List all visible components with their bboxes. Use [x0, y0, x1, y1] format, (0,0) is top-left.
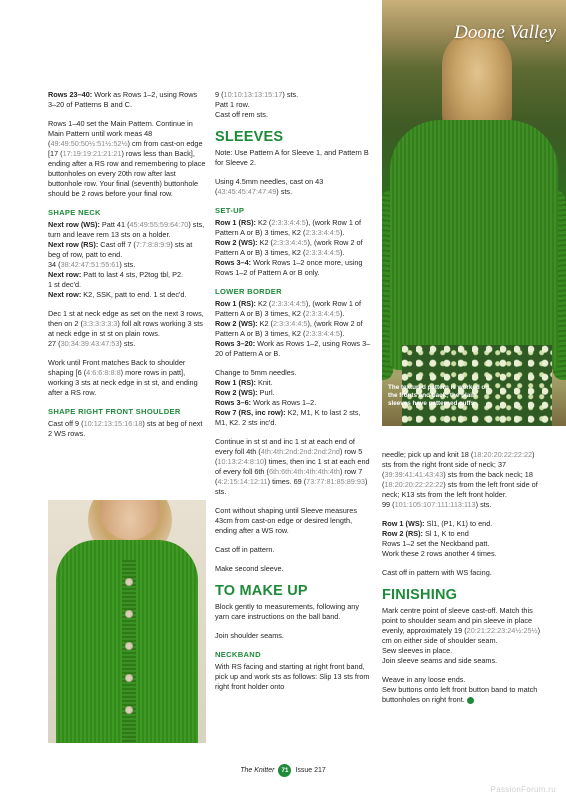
column-1: [48, 90, 206, 439]
button-icon: [125, 642, 133, 650]
paragraph-block: Block gently to measurements, following any yarn care instructions on the ball band.: [215, 602, 359, 621]
paragraph-neckband: With RS facing and starting at right front band, pick up and work sts as follows: Slip 13 sts from right front holder onto: [215, 662, 370, 691]
photo-cardigan-front: [48, 500, 206, 743]
heading-sleeves: SLEEVES: [215, 129, 284, 145]
heading-to-make-up: TO MAKE UP: [215, 583, 308, 599]
paragraph-change-needles: Change to 5mm needles. Row 1 (RS): Knit. Row 2 (WS): Purl. Rows 3–6: Work as Rows 1–2. Row 7 (RS, inc row): K2, M1, K to last 2 sts, M1, K2. 2 sts inc'd.: [215, 368, 361, 427]
paragraph-work-until: Work until Front matches Back to shoulder shaping [6 (4:6:6:8:8:8) more rows in patt], working 3 sts at neck edge in st st, and ending after a RS row.: [48, 358, 198, 397]
paragraph-cast-off: Cast off in pattern.: [215, 545, 275, 554]
heading-set-up: SET-UP: [215, 206, 245, 215]
page-footer: [0, 764, 566, 777]
column-3: [382, 450, 542, 705]
issue-number: Issue 217: [295, 767, 326, 774]
magazine-name: The Knitter: [240, 767, 275, 774]
paragraph-cont-without-shaping: Cont without shaping until Sleeve measures 43cm from cast-on edge or desired length, ending after a WS row.: [215, 506, 357, 535]
watermark: PassionForum.ru: [490, 785, 556, 794]
paragraph-join-shoulders: Join shoulder seams.: [215, 631, 284, 640]
heading-neckband: NECKBAND: [215, 650, 261, 659]
button-icon: [125, 706, 133, 714]
column-2: [215, 90, 373, 692]
paragraph-sleeves-note: Note: Use Pattern A for Sleeve 1, and Pattern B for Sleeve 2.: [215, 148, 369, 167]
green-sweater: [390, 120, 558, 370]
paragraph-neckband-rows: Row 1 (WS): Sl1, (P1, K1) to end. Row 2 (RS): Sl 1, K to end Rows 1–2 set the Neckband patt. Work these 2 rows another 4 times.: [382, 519, 497, 558]
heading-shape-right-front-shoulder: SHAPE RIGHT FRONT SHOULDER: [48, 407, 181, 416]
heading-finishing: FINISHING: [382, 587, 458, 603]
pattern-title: Doone Valley: [454, 22, 556, 43]
paragraph-lower-border: Row 1 (RS): K2 (2:3:3:4:4:5), (work Row 1 of Pattern A or B) 3 times, K2 (2:3:3:4:4:5). Row 2 (WS): K2 (2:3:3:4:4:5), (work Row 2 of Pattern A or B) 3 times, K2 (2:3:3:4:4:5). Rows 3–20: Work as Rows 1–2, using Rows 3–20 of Pattern A or B.: [215, 299, 371, 358]
end-of-pattern-icon: [467, 697, 474, 704]
button-icon: [125, 674, 133, 682]
button-icon: [125, 578, 133, 586]
paragraph-rows-23-40: Rows 23–40: Work as Rows 1–2, using Rows 3–20 of Patterns B and C.: [48, 90, 198, 109]
heading-lower-border: LOWER BORDER: [215, 287, 282, 296]
paragraph-sleeves-cast-on: Using 4.5mm needles, cast on 43 (43:45:45:47:47:49) sts.: [215, 177, 324, 196]
paragraph-shoulder-castoff: Cast off 9 (10:12:13:15:16:18) sts at beg of next 2 WS rows.: [48, 419, 203, 438]
paragraph-continue-inc: Continue in st st and inc 1 st at each end of every foll 4th (4th:4th:2nd:2nd:2nd:2nd) row 5 (10:13:2:4:8:10) times, then inc 1 st at each end of every foll 6th (6th:6th:4th:4th:4th:4th) row 7 (4:2:15:14:12:11) times. 69 (73:77:81:85:89:93) sts.: [215, 437, 370, 496]
paragraph-neckband-pickup: needle; pick up and knit 18 (18:20:20:22:22:22) sts from the right front side of neck; 37 (39:39:41:41:43:43) sts from the back neck; 18 (18:20:20:22:22:22) sts from the left front side of neck; K13 sts from the left front holder. 99 (101:105:107:111:113:113) sts.: [382, 450, 538, 509]
page-number: 71: [278, 764, 291, 777]
photo-doone-valley: [382, 0, 566, 426]
button-band: [122, 560, 136, 743]
button-icon: [125, 610, 133, 618]
paragraph-finishing-sleeves: Mark centre point of sleeve cast-off. Match this point to shoulder seam and pin sleeve in place evenly, approximately 19 (20:21:22:23:24½:25½) cm on either side of shoulder seam. Sew sleeves in place. Join sleeve seams and side seams.: [382, 606, 541, 665]
paragraph-dec-neck: Dec 1 st at neck edge as set on the next 3 rows, then on 2 (3:3:3:3:3:3) foll alt rows working 3 sts at neck edge in st st on plain rows. 27 (30:34:39:43:47:53) sts.: [48, 309, 204, 348]
paragraph-neckband-cast-off: Cast off in pattern with WS facing.: [382, 568, 492, 577]
paragraph-second-sleeve: Make second sleeve.: [215, 564, 284, 573]
paragraph-main-pattern: Rows 1–40 set the Main Pattern. Continue in Main Pattern until work meas 48 (49:49:50:50½:51½:52½) cm from cast-on edge [17 (17:19:19:21:21:21) rows less than Back], ending after a RS row and remembering to place buttonholes on every 20th row after last buttonhole row. Your final (seventh) buttonhole should be 2 rows before your final row.: [48, 119, 206, 198]
photo-caption: The textured pattern is worked on the fronts and back; the plain sleeves have patterned cuffs: [388, 384, 490, 407]
paragraph-continuation: 9 (10:10:13:13:15:17) sts. Patt 1 row. Cast off rem sts.: [215, 90, 299, 119]
heading-shape-neck: SHAPE NECK: [48, 208, 101, 217]
paragraph-set-up: Row 1 (RS): K2 (2:3:3:4:4:5), (work Row 1 of Pattern A or B) 3 times, K2 (2:3:3:4:4:5). Row 2 (WS): K2 (2:3:3:4:4:5), (work Row 2 of Pattern A or B) 3 times, K2 (2:3:3:4:4:5). Rows 3–4: Work Rows 1–2 once more, using Rows 1–2 of Pattern A or B only.: [215, 218, 363, 277]
paragraph-finishing-ends: Weave in any loose ends. Sew buttons onto left front button band to match buttonholes on right front.: [382, 675, 538, 704]
paragraph-shape-neck: Next row (WS): Patt 41 (45:49:55:59:64:70) sts, turn and leave rem 13 sts on a holder. Next row (RS): Cast off 7 (7:7:8:8:9:9) sts at beg of row, patt to end. 34 (38:42:47:51:55:61) sts. Next row: Patt to last 4 sts, P2tog tbl, P2. 1 st dec'd. Next row: K2, SSK, patt to end. 1 st dec'd.: [48, 220, 205, 299]
